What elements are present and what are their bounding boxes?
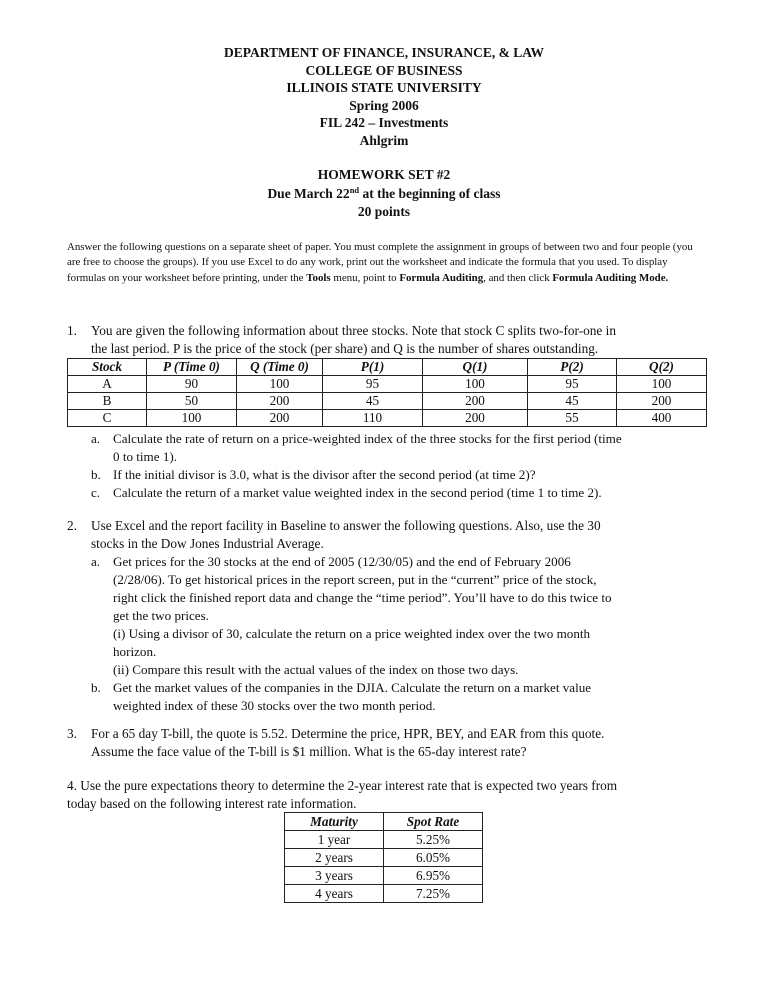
table-row <box>285 867 483 885</box>
intro-tools: Tools <box>306 271 331 284</box>
assignment-header <box>0 166 768 222</box>
column-header: Q(2) <box>617 359 707 376</box>
intro-text: menu, point to <box>330 271 400 284</box>
question-4 <box>67 777 707 813</box>
table-cell: 100 <box>617 376 707 393</box>
spot-rate-table <box>284 812 483 903</box>
table-cell: 2 years <box>285 849 384 867</box>
table-cell: 7.25% <box>384 885 483 903</box>
assignment-title: HOMEWORK SET #2 <box>317 167 451 182</box>
table-cell: 200 <box>237 410 323 427</box>
question-line: the last period. P is the price of the stock (per share) and Q is the number of shares outstanding. <box>91 341 599 356</box>
question-line: 4. Use the pure expectations theory to determine the 2-year interest rate that is expected two years from <box>67 778 618 793</box>
part-label: b. <box>91 467 101 482</box>
question-line: For a 65 day T-bill, the quote is 5.52. Determine the price, HPR, BEY, and EAR from this quote. <box>91 726 605 741</box>
part-line: (ii) Compare this result with the actual values of the index on those two days. <box>113 662 519 677</box>
table-cell: 6.95% <box>384 867 483 885</box>
table-cell: 200 <box>237 393 323 410</box>
table-cell: 110 <box>323 410 423 427</box>
table-cell: 55 <box>528 410 617 427</box>
intro-text: Answer the following questions on a separate sheet of paper. You must complete the assignment in groups of between two and four people (you are free to choose the groups). If you use Excel to do any work, print out the worksheet and indicate the formula that you used. To display formulas on your worksheet before printing, under the <box>67 241 693 284</box>
question-line: stocks in the Dow Jones Industrial Average. <box>91 536 324 551</box>
table-cell: 5.25% <box>384 831 483 849</box>
question-line: You are given the following information about three stocks. Note that stock C splits two-for-one in <box>91 323 616 338</box>
part-line: Calculate the return of a market value weighted index in the second period (time 1 to time 2). <box>113 485 602 500</box>
table-cell: 4 years <box>285 885 384 903</box>
part-label: b. <box>91 680 101 695</box>
table-cell: 6.05% <box>384 849 483 867</box>
department-header <box>0 44 768 149</box>
stock-table <box>67 358 707 427</box>
table-cell: 200 <box>423 410 528 427</box>
column-header: P(2) <box>528 359 617 376</box>
table-cell: 95 <box>323 376 423 393</box>
part-line: Get prices for the 30 stocks at the end of 2005 (12/30/05) and the end of February 2006 <box>113 554 571 569</box>
table-row <box>285 831 483 849</box>
part-line: get the two prices. <box>113 608 209 623</box>
part-line: right click the finished report data and change the “time period”. You’ll have to do this twice to <box>113 590 612 605</box>
table-header-row <box>285 813 483 831</box>
table-cell: 90 <box>147 376 237 393</box>
part-line: Calculate the rate of return on a price-weighted index of the three stocks for the first period (time <box>113 431 622 446</box>
question-line: Assume the face value of the T-bill is $1 million. What is the 65-day interest rate? <box>91 744 527 759</box>
table-cell: 1 year <box>285 831 384 849</box>
table-cell: 50 <box>147 393 237 410</box>
column-header: P (Time 0) <box>147 359 237 376</box>
intro-text: , and then click <box>483 271 553 284</box>
column-header: Q (Time 0) <box>237 359 323 376</box>
table-row <box>285 849 483 867</box>
part-line: (2/28/06). To get historical prices in the report screen, put in the “current” price of the stock, <box>113 572 597 587</box>
column-header: P(1) <box>323 359 423 376</box>
table-cell: 400 <box>617 410 707 427</box>
table-cell: 100 <box>423 376 528 393</box>
instructions-paragraph <box>67 240 703 286</box>
question-number: 1. <box>67 323 77 338</box>
due-prefix: Due March 22 <box>267 185 350 201</box>
table-row <box>68 376 707 393</box>
table-cell: B <box>68 393 147 410</box>
header-line: ILLINOIS STATE UNIVERSITY <box>286 80 482 95</box>
part-label: c. <box>91 485 101 500</box>
part-line: horizon. <box>113 644 157 659</box>
column-header: Spot Rate <box>384 813 483 831</box>
column-header: Q(1) <box>423 359 528 376</box>
points: 20 points <box>357 204 411 219</box>
column-header: Maturity <box>285 813 384 831</box>
table-cell: 100 <box>237 376 323 393</box>
table-row <box>68 410 707 427</box>
header-line: COLLEGE OF BUSINESS <box>305 62 463 78</box>
header-line: Ahlgrim <box>359 132 409 148</box>
table-header-row <box>68 359 707 376</box>
table-cell: A <box>68 376 147 393</box>
due-suffix: at the beginning of class <box>359 185 501 201</box>
question-number: 3. <box>67 726 77 741</box>
table-cell: 200 <box>423 393 528 410</box>
part-line: (i) Using a divisor of 30, calculate the return on a price weighted index over the two month <box>113 626 591 641</box>
table-cell: 200 <box>617 393 707 410</box>
table-row <box>68 393 707 410</box>
question-number: 2. <box>67 518 77 533</box>
table-row <box>285 885 483 903</box>
table-cell: 100 <box>147 410 237 427</box>
header-line: DEPARTMENT OF FINANCE, INSURANCE, & LAW <box>224 45 544 60</box>
part-line: If the initial divisor is 3.0, what is the divisor after the second period (at time 2)? <box>113 467 536 482</box>
part-line: weighted index of these 30 stocks over the two month period. <box>113 698 436 713</box>
part-line: Get the market values of the companies in the DJIA. Calculate the return on a market value <box>113 680 592 695</box>
part-label: a. <box>91 554 101 569</box>
column-header: Stock <box>68 359 147 376</box>
due-superscript: nd <box>349 184 360 195</box>
table-cell: 95 <box>528 376 617 393</box>
table-cell: 3 years <box>285 867 384 885</box>
part-line: 0 to time 1). <box>113 449 178 464</box>
due-date <box>0 185 768 204</box>
table-cell: 45 <box>528 393 617 410</box>
table-cell: 45 <box>323 393 423 410</box>
table-cell: C <box>68 410 147 427</box>
header-line: Spring 2006 <box>349 97 419 113</box>
part-label: a. <box>91 431 101 446</box>
header-line: FIL 242 – Investments <box>319 115 449 130</box>
intro-formula-auditing: Formula Auditing <box>399 271 484 284</box>
question-line: today based on the following interest rate information. <box>67 795 357 811</box>
intro-formula-auditing-mode: Formula Auditing Mode. <box>552 271 669 284</box>
question-line: Use Excel and the report facility in Baseline to answer the following questions. Also, use the 30 <box>91 518 601 533</box>
